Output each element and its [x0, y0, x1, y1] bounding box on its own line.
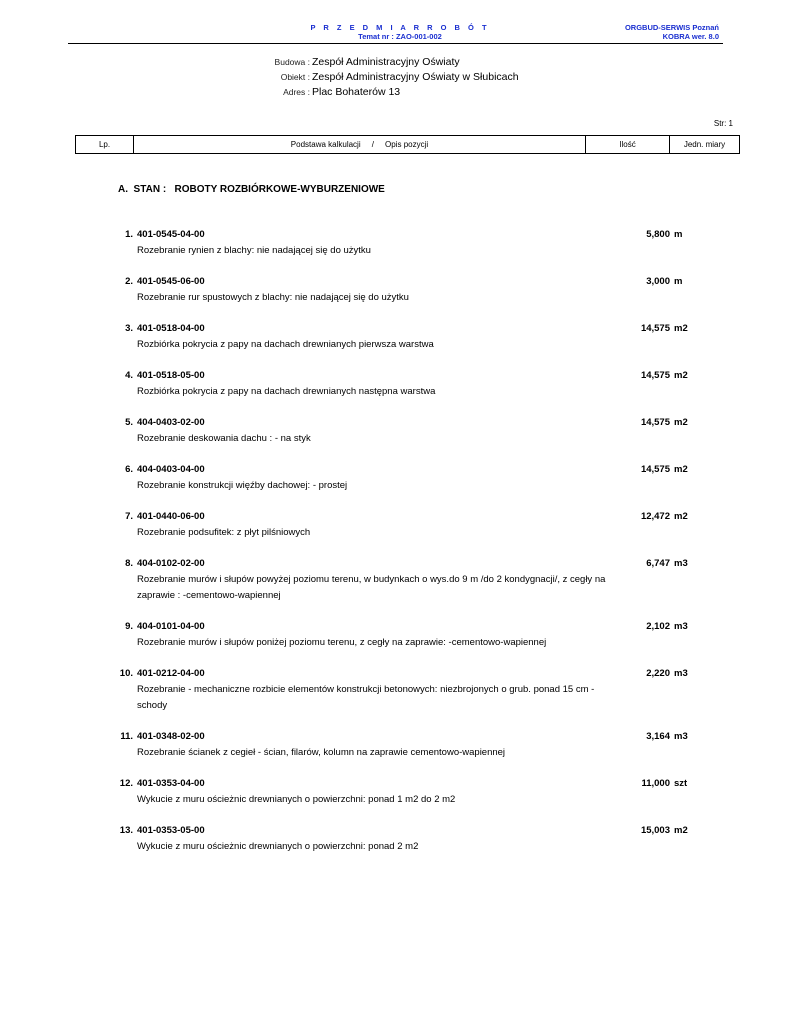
item-code: 401-0348-02-00 — [137, 731, 205, 742]
item-code: 404-0101-04-00 — [137, 621, 205, 632]
table-header — [75, 135, 740, 154]
list-item — [0, 415, 791, 447]
item-number: 8. — [125, 558, 133, 569]
item-quantity: 14,575 — [640, 417, 670, 428]
document-title: P R Z E D M I A R R O B Ó T — [310, 23, 490, 32]
item-code: 401-0518-05-00 — [137, 370, 205, 381]
page-number: Str: 1 — [713, 119, 733, 128]
item-code: 401-0353-05-00 — [137, 825, 205, 836]
item-number: 1. — [125, 229, 133, 240]
list-item — [0, 776, 791, 808]
info-value: Zespół Administracyjny Oświaty w Słubicach — [312, 71, 519, 83]
item-number: 7. — [125, 511, 133, 522]
item-unit: m2 — [674, 370, 688, 381]
document-header — [300, 23, 500, 41]
item-description: Rozebranie podsufitek: z płyt pilśniowych — [137, 527, 311, 538]
list-item — [0, 823, 791, 855]
info-label: Adres : — [283, 87, 310, 97]
list-item — [0, 274, 791, 306]
item-code: 401-0212-04-00 — [137, 668, 205, 679]
header-right — [625, 23, 719, 41]
item-description: Rozebranie rynien z blachy: nie nadającej się do użytku — [137, 245, 371, 256]
item-unit: m — [674, 276, 683, 287]
items-list — [0, 227, 791, 870]
item-number: 10. — [119, 668, 133, 679]
column-header-jednostka: Jedn. miary — [683, 140, 726, 149]
item-quantity: 5,800 — [646, 229, 670, 240]
item-unit: m3 — [674, 621, 688, 632]
item-description: Wykucie z muru ościeżnic drewnianych o powierzchni: ponad 1 m2 do 2 m2 — [137, 794, 456, 805]
item-description: Rozebranie murów i słupów poniżej poziomu terenu, z cegły na zaprawie: -cementowo-wapiennej — [137, 637, 547, 648]
item-quantity: 14,575 — [640, 370, 670, 381]
item-quantity: 2,220 — [646, 668, 670, 679]
section-heading: A. STAN : ROBOTY ROZBIÓRKOWE-WYBURZENIOWE — [118, 184, 385, 195]
item-unit: m3 — [674, 668, 688, 679]
project-info — [180, 56, 580, 101]
info-label: Budowa : — [274, 57, 310, 67]
list-item — [0, 462, 791, 494]
column-header-lp: Lp. — [76, 136, 134, 153]
item-unit: m2 — [674, 825, 688, 836]
item-unit: m3 — [674, 731, 688, 742]
info-row-obiekt — [180, 71, 580, 86]
info-label: Obiekt : — [280, 72, 310, 82]
item-number: 13. — [119, 825, 133, 836]
item-number: 3. — [125, 323, 133, 334]
item-code: 401-0545-06-00 — [137, 276, 205, 287]
item-unit: m2 — [674, 323, 688, 334]
item-quantity: 2,102 — [646, 621, 670, 632]
item-code: 401-0518-04-00 — [137, 323, 205, 334]
item-description: Rozebranie deskowania dachu : - na styk — [137, 433, 311, 444]
company-name: ORGBUD-SERWIS Poznań — [624, 23, 719, 32]
item-description: Rozebranie rur spustowych z blachy: nie nadającej się do użytku — [137, 292, 409, 303]
item-number: 12. — [119, 778, 133, 789]
item-description: Rozebranie konstrukcji więźby dachowej: - prostej — [137, 480, 348, 491]
software-version: KOBRA wer. 8.0 — [662, 32, 719, 41]
item-number: 6. — [125, 464, 133, 475]
item-quantity: 3,000 — [646, 276, 670, 287]
list-item — [0, 666, 791, 714]
list-item — [0, 227, 791, 259]
item-number: 4. — [125, 370, 133, 381]
list-item — [0, 729, 791, 761]
item-code: 404-0403-02-00 — [137, 417, 205, 428]
item-unit: m3 — [674, 558, 688, 569]
item-description: Rozebranie - mechaniczne rozbicie elementów konstrukcji betonowych: niezbrojonych o grub. ponad 15 cm -schody — [137, 684, 595, 711]
column-header-ilosc: Ilość — [586, 136, 670, 153]
header-divider — [68, 43, 723, 44]
list-item — [0, 556, 791, 604]
item-quantity: 11,000 — [641, 778, 670, 789]
item-code: 401-0545-04-00 — [137, 229, 205, 240]
item-quantity: 14,575 — [640, 323, 670, 334]
item-description: Rozebranie murów i słupów powyżej poziomu terenu, w budynkach o wys.do 9 m /do 2 kondygnacji/, z cegły na zaprawie : -cementowo-wapiennej — [137, 574, 606, 601]
column-header-opis: Podstawa kalkulacji / Opis pozycji — [134, 136, 586, 153]
item-number: 11. — [120, 731, 133, 742]
document-topic: Temat nr : ZAO-001-002 — [358, 32, 442, 41]
item-unit: m2 — [674, 511, 688, 522]
item-unit: szt — [674, 778, 688, 789]
item-code: 404-0403-04-00 — [137, 464, 205, 475]
item-number: 5. — [125, 417, 133, 428]
item-code: 401-0440-06-00 — [137, 511, 205, 522]
list-item — [0, 368, 791, 400]
item-quantity: 12,472 — [640, 511, 670, 522]
info-row-adres — [180, 86, 580, 101]
item-unit: m2 — [674, 464, 688, 475]
info-value: Zespół Administracyjny Oświaty — [312, 56, 460, 68]
item-quantity: 6,747 — [646, 558, 670, 569]
item-description: Wykucie z muru ościeżnic drewnianych o powierzchni: ponad 2 m2 — [137, 841, 419, 852]
item-number: 9. — [125, 621, 133, 632]
list-item — [0, 619, 791, 651]
item-code: 401-0353-04-00 — [137, 778, 205, 789]
item-unit: m2 — [674, 417, 688, 428]
list-item — [0, 509, 791, 541]
item-description: Rozbiórka pokrycia z papy na dachach drewnianych następna warstwa — [137, 386, 436, 397]
item-number: 2. — [125, 276, 133, 287]
item-unit: m — [674, 229, 683, 240]
item-description: Rozebranie ścianek z cegieł - ścian, filarów, kolumn na zaprawie cementowo-wapiennej — [137, 747, 506, 758]
item-code: 404-0102-02-00 — [137, 558, 205, 569]
info-row-budowa — [180, 56, 580, 71]
item-quantity: 3,164 — [646, 731, 670, 742]
list-item — [0, 321, 791, 353]
item-quantity: 15,003 — [640, 825, 670, 836]
item-description: Rozbiórka pokrycia z papy na dachach drewnianych pierwsza warstwa — [137, 339, 434, 350]
item-quantity: 14,575 — [640, 464, 670, 475]
info-value: Plac Bohaterów 13 — [312, 86, 401, 98]
